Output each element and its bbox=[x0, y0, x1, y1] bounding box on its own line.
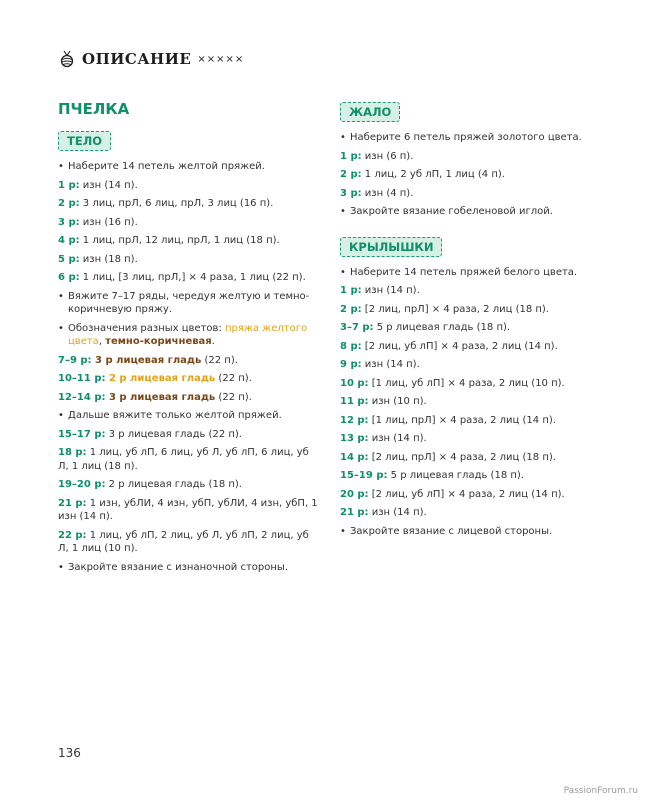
row-text: (22 п). bbox=[215, 391, 252, 403]
instruction-row bbox=[58, 271, 320, 285]
bullet-item bbox=[58, 160, 320, 174]
instruction-row bbox=[340, 432, 602, 446]
row-label: 2 р: bbox=[58, 198, 80, 209]
header-title: ОПИСАНИЕ bbox=[82, 50, 192, 68]
row-text: изн (16 п). bbox=[79, 216, 138, 228]
instruction-row bbox=[58, 478, 320, 492]
row-text: Вяжите 7–17 ряды, чередуя желтую и темно-коричневую пряжу. bbox=[68, 290, 310, 315]
row-label: 1 р: bbox=[340, 150, 362, 162]
row-text: 1 лиц, уб лП, 2 лиц, уб Л, уб лП, 2 лиц, уб Л, 1 лиц (10 п). bbox=[58, 529, 309, 554]
row-text: изн (10 п). bbox=[368, 396, 427, 407]
bullet-item bbox=[340, 266, 602, 280]
row-label: 12 р: bbox=[340, 414, 369, 426]
instruction-row bbox=[58, 372, 320, 386]
left-column bbox=[58, 100, 320, 579]
bullet-item bbox=[340, 525, 602, 539]
row-label: 12–14 р: bbox=[58, 391, 106, 403]
row-text: Наберите 14 петель желтой пряжей. bbox=[68, 161, 265, 172]
instruction-row bbox=[58, 253, 320, 267]
instruction-row bbox=[58, 179, 320, 193]
bullet-item bbox=[58, 322, 320, 349]
instruction-row bbox=[340, 358, 602, 372]
row-label: 20 р: bbox=[340, 488, 369, 500]
wings-instructions bbox=[340, 266, 602, 539]
row-label: 3 р: bbox=[340, 187, 362, 199]
row-text: Закройте вязание с изнаночной стороны. bbox=[68, 561, 288, 573]
row-label: 14 р: bbox=[340, 451, 369, 463]
row-text: (22 п). bbox=[201, 354, 238, 366]
brown-text: темно-коричневая bbox=[105, 336, 212, 347]
row-label: 7–9 р: bbox=[58, 354, 92, 366]
bullet-item bbox=[58, 290, 320, 317]
page-number: 136 bbox=[58, 746, 81, 760]
row-label: 11 р: bbox=[340, 396, 369, 407]
row-text: 1 лиц, 2 уб лП, 1 лиц (4 п). bbox=[361, 169, 505, 180]
instruction-row bbox=[340, 168, 602, 182]
row-label: 2 р: bbox=[340, 169, 362, 180]
row-label: 6 р: bbox=[58, 272, 80, 283]
row-text: 1 лиц, [3 лиц, прЛ,] × 4 раза, 1 лиц (22 п). bbox=[79, 272, 306, 283]
spacer bbox=[340, 224, 602, 236]
instruction-row bbox=[340, 150, 602, 164]
row-label: 5 р: bbox=[58, 253, 80, 265]
row-label: 3 р: bbox=[58, 216, 80, 228]
row-label: 8 р: bbox=[340, 340, 362, 352]
label-body: ТЕЛО bbox=[58, 131, 111, 151]
instruction-row bbox=[340, 451, 602, 465]
yarn-ball-icon bbox=[58, 50, 76, 68]
row-text: [2 лиц, прЛ] × 4 раза, 2 лиц (18 п). bbox=[368, 451, 556, 463]
row-text: 2 р лицевая гладь (18 п). bbox=[105, 479, 242, 490]
header-stars: ××××× bbox=[197, 53, 245, 65]
instruction-row bbox=[340, 284, 602, 298]
instruction-row bbox=[58, 391, 320, 405]
row-text: изн (14 п). bbox=[368, 433, 427, 444]
right-column bbox=[340, 100, 602, 543]
instruction-row bbox=[340, 340, 602, 354]
yellow-text: 2 р лицевая гладь bbox=[105, 373, 216, 384]
row-label: 21 р: bbox=[340, 507, 369, 518]
instruction-row bbox=[58, 529, 320, 556]
yellow-text: пряжа желтого цвета bbox=[68, 322, 308, 347]
row-label: 15–17 р: bbox=[58, 428, 106, 440]
row-label: 4 р: bbox=[58, 235, 80, 246]
row-text: Дальше вяжите только желтой пряжей. bbox=[68, 410, 282, 421]
row-label: 21 р: bbox=[58, 497, 87, 509]
row-text: изн (14 п). bbox=[79, 179, 138, 191]
instruction-row bbox=[340, 506, 602, 520]
instruction-row bbox=[58, 197, 320, 211]
bullet-item bbox=[58, 409, 320, 423]
row-text: [2 лиц, уб лП] × 4 раза, 2 лиц (14 п). bbox=[361, 340, 558, 352]
instruction-row bbox=[58, 216, 320, 230]
end-text: . bbox=[211, 336, 215, 347]
row-label: 1 р: bbox=[340, 285, 362, 296]
row-text: изн (14 п). bbox=[361, 359, 420, 370]
instruction-row bbox=[340, 377, 602, 391]
instruction-row bbox=[340, 187, 602, 201]
instruction-row bbox=[340, 303, 602, 317]
row-text: 1 изн, убЛИ, 4 изн, убП, убЛИ, 4 изн, убП, 1 изн (14 п). bbox=[58, 497, 318, 522]
row-text: [2 лиц, уб лП] × 4 раза, 2 лиц (14 п). bbox=[368, 488, 565, 500]
row-label: 1 р: bbox=[58, 179, 80, 191]
row-text: изн (6 п). bbox=[361, 150, 414, 162]
row-text: изн (14 п). bbox=[368, 507, 427, 518]
row-text: Закройте вязание с лицевой стороны. bbox=[350, 525, 553, 537]
brown-text: 3 р лицевая гладь bbox=[91, 354, 202, 366]
row-text: Обозначения разных цветов: bbox=[68, 322, 225, 334]
instruction-row bbox=[58, 428, 320, 442]
section-title-bee: ПЧЕЛКА bbox=[58, 100, 130, 118]
row-text: 3 лиц, прЛ, 6 лиц, прЛ, 3 лиц (16 п). bbox=[79, 198, 274, 209]
row-text: 3 р лицевая гладь (22 п). bbox=[105, 428, 242, 440]
row-label: 10 р: bbox=[340, 377, 369, 389]
row-label: 3–7 р: bbox=[340, 322, 374, 333]
instruction-row bbox=[58, 354, 320, 368]
row-text: изн (4 п). bbox=[361, 187, 414, 199]
watermark: PassionForum.ru bbox=[563, 786, 638, 796]
instruction-row bbox=[340, 488, 602, 502]
row-text: 5 р лицевая гладь (18 п). bbox=[387, 470, 524, 481]
row-text: 1 лиц, уб лП, 6 лиц, уб Л, уб лП, 6 лиц, уб Л, 1 лиц (18 п). bbox=[58, 447, 309, 472]
row-label: 18 р: bbox=[58, 447, 87, 458]
section-header bbox=[58, 50, 244, 68]
bullet-item bbox=[340, 205, 602, 219]
row-text: [1 лиц, уб лП] × 4 раза, 2 лиц (10 п). bbox=[368, 377, 565, 389]
instruction-row bbox=[58, 234, 320, 248]
instruction-row bbox=[58, 446, 320, 473]
label-stinger: ЖАЛО bbox=[340, 102, 400, 122]
row-text: [2 лиц, прЛ] × 4 раза, 2 лиц (18 п). bbox=[361, 303, 549, 315]
instruction-row bbox=[340, 414, 602, 428]
row-text: [1 лиц, прЛ] × 4 раза, 2 лиц (14 п). bbox=[368, 414, 556, 426]
instruction-row bbox=[340, 321, 602, 335]
separator-text: , bbox=[98, 336, 106, 347]
instruction-row bbox=[340, 395, 602, 409]
row-text: 1 лиц, прЛ, 12 лиц, прЛ, 1 лиц (18 п). bbox=[79, 235, 280, 246]
row-text: изн (14 п). bbox=[361, 285, 420, 296]
instruction-row bbox=[340, 469, 602, 483]
row-label: 22 р: bbox=[58, 529, 87, 541]
row-label: 13 р: bbox=[340, 433, 369, 444]
row-text: Наберите 6 петель пряжей золотого цвета. bbox=[350, 132, 582, 143]
row-text: (22 п). bbox=[215, 373, 252, 384]
row-label: 19–20 р: bbox=[58, 479, 106, 490]
instruction-row bbox=[58, 497, 320, 524]
row-label: 2 р: bbox=[340, 303, 362, 315]
row-text: изн (18 п). bbox=[79, 253, 138, 265]
stinger-instructions bbox=[340, 131, 602, 219]
row-text: Закройте вязание гобеленовой иглой. bbox=[350, 206, 553, 217]
row-label: 9 р: bbox=[340, 359, 362, 370]
label-wings: КРЫЛЫШКИ bbox=[340, 237, 442, 257]
bullet-item bbox=[340, 131, 602, 145]
row-text: 5 р лицевая гладь (18 п). bbox=[373, 322, 511, 333]
brown-text: 3 р лицевая гладь bbox=[105, 391, 216, 403]
row-label: 15–19 р: bbox=[340, 470, 388, 481]
left-instructions bbox=[58, 160, 320, 574]
row-label: 10–11 р: bbox=[58, 373, 106, 384]
row-text: Наберите 14 петель пряжей белого цвета. bbox=[350, 266, 578, 278]
bullet-item bbox=[58, 561, 320, 575]
